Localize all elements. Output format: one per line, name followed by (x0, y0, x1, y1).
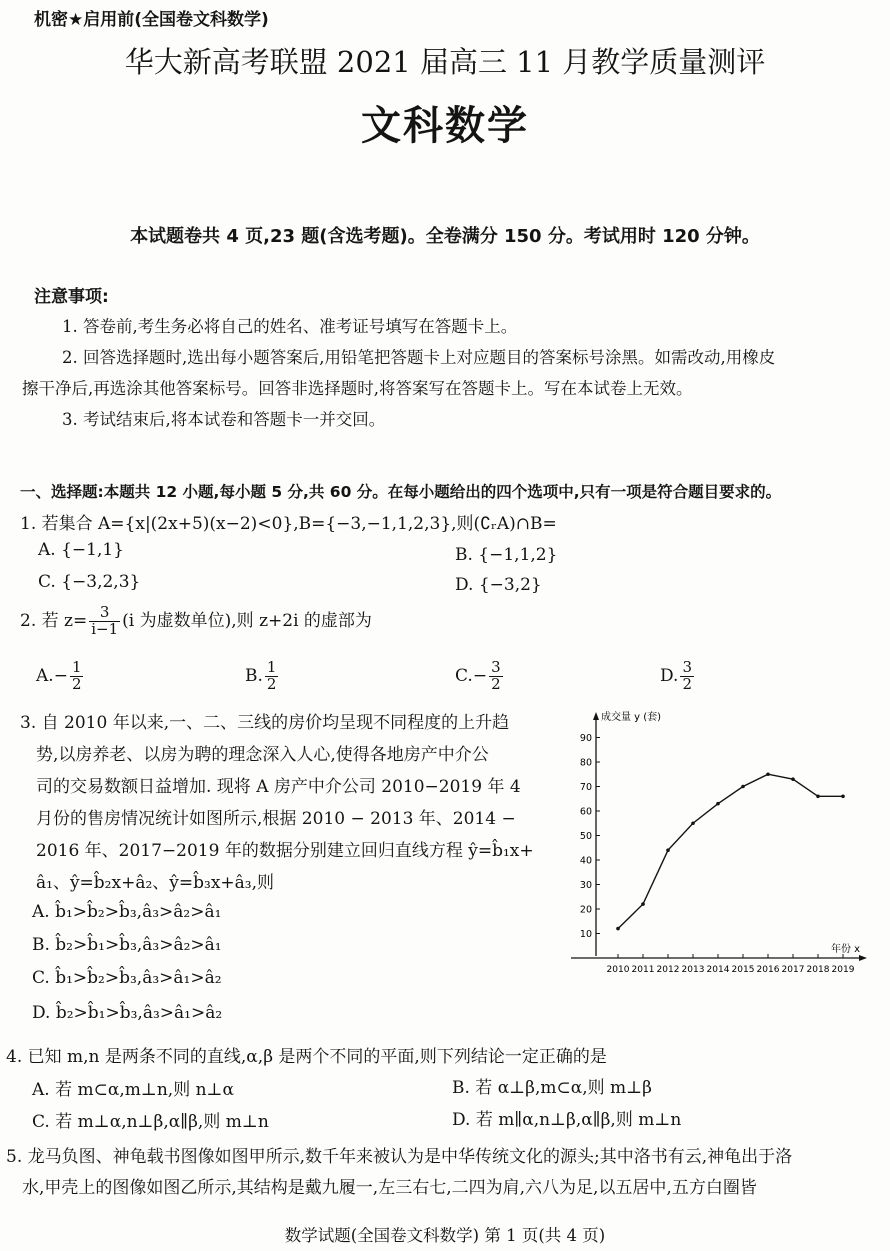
note-item-2-cont: 擦干净后,再选涂其他答案标号。回答非选择题时,将答案写在答题卡上。写在本试卷上无效。 (22, 379, 693, 398)
q2-option-frac (680, 660, 694, 693)
q2-option-c (455, 660, 505, 693)
q2-option-b (245, 660, 280, 693)
q3-line-2: 势,以房养老、以房为聘的理念深入人心,使得各地房产中介公 (36, 745, 489, 765)
q2-option-label: B. (245, 665, 263, 686)
y-axis-label: 成交量 y (套) (601, 712, 662, 723)
q3-line-5: 2016 年、2017−2019 年的数据分别建立回归直线方程 ŷ=b̂₁x+ (36, 841, 534, 861)
confidential-label: 机密★启用前(全国卷文科数学) (34, 10, 269, 30)
q2-option-label: C. (455, 665, 473, 686)
q2-option-den: 2 (71, 674, 82, 693)
section-heading: 一、选择题:本题共 12 小题,每小题 5 分,共 60 分。在每小题给出的四个选项中,只有一项是符合题目要求的。 (20, 483, 782, 501)
q2-option-den: 2 (682, 674, 692, 693)
q2-option-d (660, 660, 696, 693)
q4-option-d: D. 若 m∥α,n⊥β,α∥β,则 m⊥n (452, 1110, 682, 1130)
q2-option-den: 2 (266, 674, 277, 693)
q3-line-4: 月份的售房情况统计如图所示,根据 2010 − 2013 年、2014 − (36, 809, 516, 829)
data-point-2019 (841, 795, 845, 799)
q2-option-frac (70, 660, 84, 693)
y-tick-label: 40 (579, 855, 592, 867)
q4-stem: 4. 已知 m,n 是两条不同的直线,α,β 是两个不同的平面,则下列结论一定正确的是 (6, 1047, 607, 1067)
data-point-2010 (616, 927, 620, 931)
y-tick-label: 80 (579, 757, 592, 769)
q2-option-num: 3 (491, 658, 501, 676)
q2-fraction-num: 3 (89, 605, 120, 622)
exam-title: 华大新高考联盟 2021 届高三 11 月教学质量测评 (124, 45, 766, 79)
q2-option-num: 1 (71, 658, 82, 676)
x-tick-label: 2018 (806, 965, 830, 975)
q4-option-c: C. 若 m⊥α,n⊥β,α∥β,则 m⊥n (32, 1112, 269, 1132)
q2-option-num: 3 (682, 658, 692, 676)
x-axis-arrow (859, 955, 867, 961)
notes-heading: 注意事项: (34, 287, 109, 307)
q3-line-3: 司的交易数额日益增加. 现将 A 房产中介公司 2010−2019 年 4 (36, 777, 521, 797)
page-footer: 数学试题(全国卷文科数学) 第 1 页(共 4 页) (284, 1226, 606, 1245)
q3-option-d: D. b̂₂>b̂₁>b̂₃,â₃>â₁>â₂ (32, 1003, 223, 1023)
q3-line-1: 3. 自 2010 年以来,一、二、三线的房价均呈现不同程度的上升趋 (20, 713, 510, 733)
data-point-2014 (716, 802, 720, 806)
q2-option-frac (265, 660, 279, 693)
note-item-3: 3. 考试结束后,将本试卷和答题卡一并交回。 (62, 410, 386, 429)
q2-option-den: 2 (491, 674, 501, 693)
q2-option-label: A. (36, 665, 54, 686)
y-tick-label: 70 (579, 782, 592, 793)
series-line (618, 774, 843, 928)
q2-stem (20, 605, 372, 638)
q1-stem: 1. 若集合 A={x|(2x+5)(x−2)<0},B={−3,−1,1,2,3},则(∁ᵣA)∩B= (20, 514, 557, 534)
q2-option-frac (489, 660, 503, 693)
q1-option-a: A. {−1,1} (38, 540, 124, 560)
exam-info: 本试题卷共 4 页,23 题(含选考题)。全卷满分 150 分。考试用时 120 分钟。 (130, 226, 760, 247)
x-tick-label: 2011 (631, 965, 655, 975)
q2-option-sign: − (472, 665, 488, 686)
y-tick-label: 90 (579, 733, 592, 744)
q3-option-b: B. b̂₂>b̂₁>b̂₃,â₃>â₂>â₁ (32, 935, 222, 955)
q2-option-num: 1 (266, 658, 277, 676)
x-ticks (607, 954, 855, 975)
q2-stem-post: (i 为虚数单位),则 z+2i 的虚部为 (122, 610, 372, 631)
y-ticks (580, 733, 600, 940)
q1-option-c: C. {−3,2,3} (38, 572, 141, 592)
q5-line-1: 5. 龙马负图、神龟载书图像如图甲所示,数千年来被认为是中华传统文化的源头;其中洛书有云,神龟出于洛 (6, 1147, 793, 1167)
house-sales-chart (565, 702, 875, 987)
subject-title: 文科数学 (361, 103, 529, 149)
q1-option-d: D. {−3,2} (455, 575, 542, 595)
x-tick-label: 2014 (706, 965, 730, 975)
x-tick-label: 2019 (831, 965, 855, 975)
y-tick-label: 30 (579, 880, 592, 891)
data-point-2018 (816, 795, 820, 799)
x-tick-label: 2017 (781, 965, 805, 975)
y-tick-label: 10 (579, 929, 592, 940)
y-axis-arrow (593, 712, 599, 720)
x-tick-label: 2013 (681, 965, 705, 975)
q3-option-a: A. b̂₁>b̂₂>b̂₃,â₃>â₂>â₁ (32, 902, 222, 922)
series-points (616, 772, 845, 930)
q5-line-2: 水,甲壳上的图像如图乙所示,其结构是戴九履一,左三右七,二四为肩,六八为足,以五居中,五方白圈皆 (22, 1178, 757, 1198)
q2-option-label: D. (660, 665, 679, 686)
q2-fraction-den: i−1 (91, 619, 119, 638)
q3-option-c: C. b̂₁>b̂₂>b̂₃,â₃>â₁>â₂ (32, 968, 222, 988)
q2-option-sign: − (53, 665, 68, 686)
data-point-2013 (691, 821, 695, 825)
q2-stem-pre: 2. 若 z= (20, 610, 88, 631)
note-item-2: 2. 回答选择题时,选出每小题答案后,用铅笔把答题卡上对应题目的答案标号涂黑。如需改动,用橡皮 (62, 348, 776, 367)
y-tick-label: 50 (579, 831, 592, 842)
q3-line-6: â₁、ŷ=b̂₂x+â₂、ŷ=b̂₃x+â₃,则 (36, 873, 275, 893)
x-tick-label: 2010 (606, 965, 630, 975)
x-tick-label: 2015 (731, 965, 755, 975)
q1-option-b: B. {−1,1,2} (455, 545, 558, 565)
y-tick-label: 20 (579, 904, 592, 916)
data-point-2015 (741, 785, 745, 789)
note-item-1: 1. 答卷前,考生务必将自己的姓名、准考证号填写在答题卡上。 (62, 317, 518, 336)
data-point-2017 (791, 777, 795, 781)
x-tick-label: 2016 (756, 965, 780, 975)
data-point-2016 (766, 772, 770, 776)
q4-option-b: B. 若 α⊥β,m⊂α,则 m⊥β (452, 1078, 652, 1098)
q2-option-a (36, 660, 85, 693)
x-axis-label: 年份 x (831, 944, 861, 955)
y-tick-label: 60 (579, 806, 592, 818)
data-point-2012 (666, 848, 670, 852)
x-tick-label: 2012 (656, 965, 680, 975)
q4-option-a: A. 若 m⊂α,m⊥n,则 n⊥α (32, 1080, 235, 1100)
data-point-2011 (641, 902, 645, 906)
chart-axes (571, 712, 867, 961)
q2-fraction (89, 605, 120, 638)
